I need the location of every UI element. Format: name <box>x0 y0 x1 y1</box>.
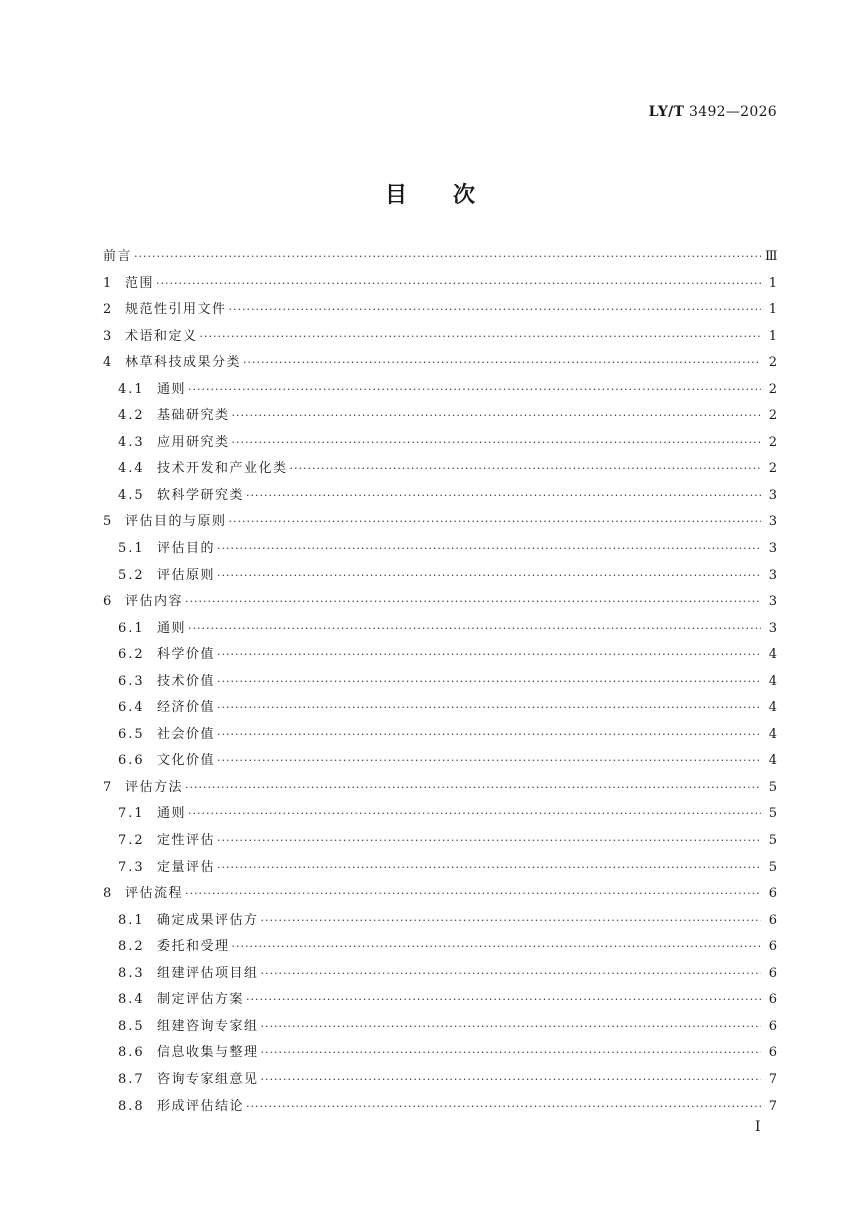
toc-entry[interactable] <box>103 882 777 909</box>
toc-dot-leader <box>261 914 761 927</box>
toc-dot-leader <box>217 648 761 661</box>
toc-entry[interactable] <box>103 272 777 299</box>
toc-entry-number: 8.6 <box>118 1045 145 1061</box>
toc-entry-number: 6.4 <box>118 700 145 716</box>
toc-entry-title: 制定评估方案 <box>157 992 245 1008</box>
toc-dot-leader <box>188 622 761 635</box>
toc-dot-leader <box>188 807 761 820</box>
toc-dot-leader <box>217 542 761 555</box>
toc-entry[interactable] <box>103 457 777 484</box>
toc-entry-title: 通则 <box>157 806 187 822</box>
toc-entry-number: 7 <box>103 779 114 795</box>
toc-entry-page: 6 <box>768 886 777 902</box>
toc-dot-leader <box>185 595 761 608</box>
toc-entry-title: 前言 <box>103 249 133 264</box>
toc-dot-leader <box>217 728 761 741</box>
toc-dot-leader <box>261 1073 761 1086</box>
toc-dot-leader <box>217 675 761 688</box>
toc-entry-number: 8.4 <box>118 992 145 1008</box>
toc-entry-page: 6 <box>768 1018 777 1034</box>
toc-dot-leader <box>217 861 761 874</box>
toc-dot-leader <box>217 701 761 714</box>
toc-entry-number: 5 <box>103 514 114 530</box>
toc-entry-number: 4.2 <box>118 408 145 424</box>
toc-entry[interactable] <box>103 351 777 378</box>
toc-dot-leader <box>232 409 761 422</box>
toc-entry-title: 术语和定义 <box>125 328 198 344</box>
toc-entry-number: 8.8 <box>118 1098 145 1114</box>
toc-entry-page: 2 <box>768 381 777 397</box>
toc-entry-title: 基础研究类 <box>157 408 230 424</box>
toc-entry-number: 6.5 <box>118 726 145 742</box>
toc-entry-page: 6 <box>768 992 777 1008</box>
toc-dot-leader <box>232 436 761 449</box>
toc-entry-page: 5 <box>768 806 777 822</box>
toc-dot-leader <box>232 940 761 953</box>
toc-entry[interactable] <box>103 245 777 272</box>
toc-entry-title: 科学价值 <box>157 647 216 663</box>
toc-entry-title: 评估方法 <box>125 779 184 795</box>
toc-title: 目次 <box>384 183 521 208</box>
toc-entry-number: 4.5 <box>118 487 145 503</box>
toc-entry-number: 4.1 <box>118 381 145 397</box>
toc-entry-page: 4 <box>768 647 777 663</box>
toc-dot-leader <box>290 462 761 475</box>
toc-entry-number: 5.2 <box>118 567 145 583</box>
toc-entry-page: 5 <box>768 833 777 849</box>
toc-entry[interactable] <box>103 510 777 537</box>
toc-entry-page: 2 <box>768 408 777 424</box>
toc-dot-leader <box>185 781 761 794</box>
standard-code-number: 3492—2026 <box>684 104 777 120</box>
toc-entry-title: 形成评估结论 <box>157 1098 245 1114</box>
toc-entry-number: 6.3 <box>118 673 145 689</box>
toc-entry[interactable] <box>103 643 777 670</box>
toc-entry-number: 8.1 <box>118 912 145 928</box>
toc-entry-title: 经济价值 <box>157 700 216 716</box>
toc-entry-title: 评估目的与原则 <box>125 514 227 530</box>
toc-entry[interactable] <box>103 749 777 776</box>
toc-entry-number: 4.4 <box>118 461 145 477</box>
toc-entry-title: 社会价值 <box>157 726 216 742</box>
toc-entry-page: 2 <box>768 434 777 450</box>
toc-entry-title: 确定成果评估方 <box>157 912 259 928</box>
toc-dot-leader <box>156 277 761 290</box>
toc-entry-title: 组建咨询专家组 <box>157 1018 259 1034</box>
toc-entry[interactable] <box>103 829 777 856</box>
toc-entry[interactable] <box>103 670 777 697</box>
toc-entry-title: 应用研究类 <box>157 434 230 450</box>
table-of-contents <box>103 245 777 1121</box>
toc-entry-page: 5 <box>768 859 777 875</box>
toc-entry-title: 委托和受理 <box>157 939 230 955</box>
toc-dot-leader <box>134 250 761 263</box>
toc-entry-title: 信息收集与整理 <box>157 1045 259 1061</box>
toc-dot-leader <box>200 330 761 343</box>
toc-entry[interactable] <box>103 1041 777 1068</box>
toc-entry-title: 组建评估项目组 <box>157 965 259 981</box>
toc-entry-page: 6 <box>768 1045 777 1061</box>
toc-entry-title: 规范性引用文件 <box>125 302 227 318</box>
toc-entry-title: 林草科技成果分类 <box>125 355 242 371</box>
toc-entry-number: 8.5 <box>118 1018 145 1034</box>
toc-dot-leader <box>185 887 761 900</box>
toc-dot-leader <box>246 993 761 1006</box>
toc-entry-page: 3 <box>768 567 777 583</box>
toc-entry-number: 7.3 <box>118 859 145 875</box>
toc-entry-title: 技术开发和产业化类 <box>157 461 288 477</box>
toc-entry[interactable] <box>103 617 777 644</box>
toc-entry-number: 3 <box>103 328 114 344</box>
toc-entry[interactable] <box>103 325 777 352</box>
toc-entry-number: 8 <box>103 886 114 902</box>
toc-dot-leader <box>246 1100 761 1113</box>
toc-dot-leader <box>217 834 761 847</box>
toc-entry-title: 评估内容 <box>125 594 184 610</box>
toc-entry-number: 4.3 <box>118 434 145 450</box>
toc-entry-title: 定性评估 <box>157 833 216 849</box>
standard-code <box>649 104 777 120</box>
toc-entry[interactable] <box>103 1068 777 1095</box>
toc-entry-number: 6.2 <box>118 647 145 663</box>
toc-entry-page: 5 <box>768 779 777 795</box>
toc-entry-title: 范围 <box>125 275 155 291</box>
toc-entry-page: 6 <box>768 965 777 981</box>
toc-dot-leader <box>217 754 761 767</box>
toc-entry-number: 8.7 <box>118 1071 145 1087</box>
toc-entry-title: 咨询专家组意见 <box>157 1071 259 1087</box>
toc-entry-title: 软科学研究类 <box>157 487 245 503</box>
toc-entry[interactable] <box>103 1095 777 1122</box>
toc-entry-title: 文化价值 <box>157 753 216 769</box>
toc-entry[interactable] <box>103 404 777 431</box>
toc-entry-title: 通则 <box>157 381 187 397</box>
page-number: I <box>755 1119 761 1135</box>
toc-entry-page: 2 <box>768 461 777 477</box>
toc-dot-leader <box>229 515 761 528</box>
toc-entry-number: 8.2 <box>118 939 145 955</box>
toc-entry-page: 3 <box>768 541 777 557</box>
toc-dot-leader <box>246 489 761 502</box>
toc-entry-number: 4 <box>103 355 114 371</box>
toc-dot-leader <box>217 569 761 582</box>
toc-entry-page: 6 <box>768 939 777 955</box>
toc-entry[interactable] <box>103 378 777 405</box>
toc-entry-number: 8.3 <box>118 965 145 981</box>
toc-entry-number: 6.6 <box>118 753 145 769</box>
toc-entry[interactable] <box>103 564 777 591</box>
toc-entry[interactable] <box>103 431 777 458</box>
toc-entry-page: 4 <box>768 673 777 689</box>
toc-entry[interactable] <box>103 298 777 325</box>
toc-entry-page: 3 <box>768 594 777 610</box>
toc-entry-title: 定量评估 <box>157 859 216 875</box>
toc-entry[interactable] <box>103 776 777 803</box>
toc-entry-page: 4 <box>768 753 777 769</box>
toc-entry-page: 1 <box>768 328 777 344</box>
toc-entry-page: 3 <box>768 487 777 503</box>
toc-entry-title: 通则 <box>157 620 187 636</box>
toc-entry-page: Ⅲ <box>765 249 778 264</box>
toc-entry[interactable] <box>103 909 777 936</box>
toc-entry-page: 7 <box>768 1071 777 1087</box>
toc-entry-page: 4 <box>768 726 777 742</box>
toc-entry-page: 1 <box>768 275 777 291</box>
toc-entry[interactable] <box>103 590 777 617</box>
toc-entry-page: 1 <box>768 302 777 318</box>
toc-dot-leader <box>261 1020 761 1033</box>
toc-entry-page: 7 <box>768 1098 777 1114</box>
toc-entry[interactable] <box>103 696 777 723</box>
toc-entry-number: 6 <box>103 594 114 610</box>
toc-entry-title: 评估流程 <box>125 886 184 902</box>
toc-entry-number: 1 <box>103 275 114 291</box>
toc-entry-page: 2 <box>768 355 777 371</box>
toc-entry-page: 3 <box>768 514 777 530</box>
toc-entry-number: 7.2 <box>118 833 145 849</box>
toc-entry[interactable] <box>103 935 777 962</box>
toc-dot-leader <box>243 356 761 369</box>
toc-entry[interactable] <box>103 484 777 511</box>
toc-entry-title: 评估目的 <box>157 541 216 557</box>
toc-entry-page: 6 <box>768 912 777 928</box>
toc-entry[interactable] <box>103 537 777 564</box>
toc-dot-leader <box>261 967 761 980</box>
standard-code-prefix: LY/T <box>648 104 685 120</box>
toc-entry[interactable] <box>103 723 777 750</box>
toc-entry-number: 2 <box>103 302 114 318</box>
toc-entry-page: 4 <box>768 700 777 716</box>
toc-entry-number: 7.1 <box>118 806 145 822</box>
toc-dot-leader <box>261 1046 761 1059</box>
toc-dot-leader <box>188 383 761 396</box>
toc-entry-number: 6.1 <box>118 620 145 636</box>
toc-entry[interactable] <box>103 856 777 883</box>
toc-entry[interactable] <box>103 802 777 829</box>
toc-dot-leader <box>229 303 761 316</box>
toc-entry[interactable] <box>103 1015 777 1042</box>
toc-entry-title: 评估原则 <box>157 567 216 583</box>
toc-entry[interactable] <box>103 988 777 1015</box>
toc-entry[interactable] <box>103 962 777 989</box>
toc-entry-page: 3 <box>768 620 777 636</box>
toc-entry-number: 5.1 <box>118 541 145 557</box>
toc-entry-title: 技术价值 <box>157 673 216 689</box>
